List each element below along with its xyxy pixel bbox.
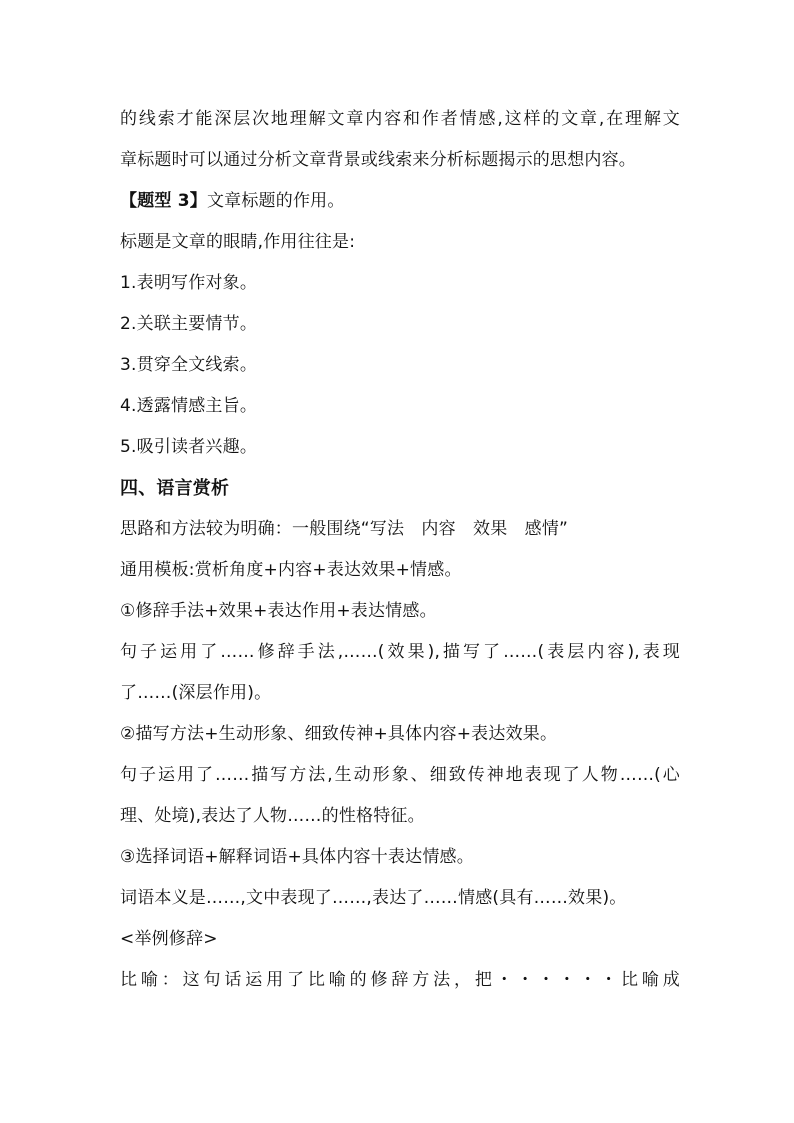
method-1-heading: ①修辞手法+效果+表达作用+表达情感。 — [120, 601, 437, 621]
question-type-3-line — [120, 181, 680, 222]
document-body — [120, 99, 680, 1001]
list-item-3: 3.贯穿全文线索。 — [120, 355, 258, 375]
question-type-3-text: 文章标题的作用。 — [206, 191, 345, 211]
approach-line: 思路和方法较为明确：一般围绕“写法 内容 效果 感情” — [120, 519, 569, 539]
paragraph-line-1: 的线索才能深层次地理解文章内容和作者情感,这样的文章,在理解文 — [120, 109, 680, 129]
question-type-3-label: 【题型 3】 — [120, 191, 207, 211]
list-item-5: 5.吸引读者兴趣。 — [120, 437, 258, 457]
section-heading-language-appreciation: 四、语言赏析 — [120, 478, 230, 499]
metaphor-line: 比喻：这句话运用了比喻的修辞方法，把・・・・・・比喻成 — [120, 970, 680, 990]
method-2-heading: ②描写方法+生动形象、细致传神+具体内容+表达效果。 — [120, 724, 558, 744]
list-item-2: 2.关联主要情节。 — [120, 314, 258, 334]
method-2-line-2: 理、处境),表达了人物……的性格特征。 — [120, 806, 425, 826]
list-item-1: 1.表明写作对象。 — [120, 273, 258, 293]
method-2-line-1: 句子运用了……描写方法,生动形象、细致传神地表现了人物……(心 — [120, 765, 680, 785]
method-1-line-1: 句子运用了……修辞手法,……(效果),描写了……(表层内容),表现 — [120, 642, 680, 662]
title-function-intro: 标题是文章的眼睛,作用往往是: — [120, 232, 356, 252]
example-rhetoric-heading: <举例修辞> — [120, 929, 218, 949]
method-3-line: 词语本义是……,文中表现了……,表达了……情感(具有……效果)。 — [120, 888, 627, 908]
paragraph-line-2: 章标题时可以通过分析文章背景或线索来分析标题揭示的思想内容。 — [120, 150, 636, 170]
list-item-4: 4.透露情感主旨。 — [120, 396, 258, 416]
method-3-heading: ③选择词语+解释词语+具体内容十表达情感。 — [120, 847, 474, 867]
method-1-line-2: 了……(深层作用)。 — [120, 683, 272, 703]
template-line: 通用模板:赏析角度+内容+表达效果+情感。 — [120, 560, 462, 580]
